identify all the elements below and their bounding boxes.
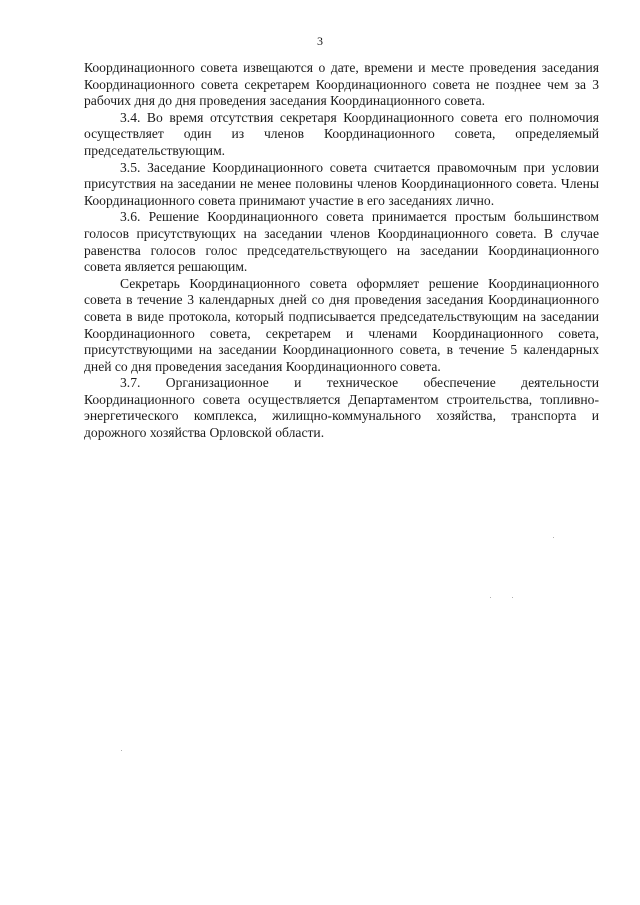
scan-speck — [553, 537, 554, 538]
paragraph-3-3-continuation: Координационного совета извещаются о дате, времени и месте проведения заседания Координационного совета секретарем Координационного совета не позднее чем за 3 рабочих дня до дня проведения заседания Координационного совета. — [84, 60, 599, 109]
paragraph-3-4: 3.4. Во время отсутствия секретаря Координационного совета его полномочия осуществляет один из членов Координационного совета, определяемый председательствующим. — [84, 109, 599, 158]
scan-speck — [121, 750, 122, 751]
paragraph-3-5: 3.5. Заседание Координационного совета считается правомочным при условии присутствия на заседании не менее половины членов Координационного совета. Члены Координационного совета принимают участие в его заседаниях лично. — [84, 159, 599, 208]
paragraph-3-6: 3.6. Решение Координационного совета принимается простым большинством голосов присутствующих на заседании членов Координационного совета. В случае равенства голосов голос председательствующего на заседании Координационного совета является решающим. — [84, 209, 599, 275]
page-number: 3 — [317, 34, 323, 48]
paragraph-secretary-protocol: Секретарь Координационного совета оформляет решение Координационного совета в течение 3 календарных дней со дня проведения заседания Координационного совета в виде протокола, который подписывается председательствующим на заседании Координационного совета, секретарем и членами Координационного совета, присутствующими на заседании Координационного совета, в течение 5 календарных дней со дня проведения заседания Координационного совета. — [84, 275, 599, 374]
scan-speck — [490, 597, 491, 598]
scan-speck — [512, 597, 513, 598]
paragraph-3-7: 3.7. Организационное и техническое обеспечение деятельности Координационного совета осуществляется Департаментом строительства, топливно-энергетического комплекса, жилищно-коммунального хозяйства, транспорта и дорожного хозяйства Орловской области. — [84, 375, 599, 441]
document-body — [84, 60, 599, 442]
